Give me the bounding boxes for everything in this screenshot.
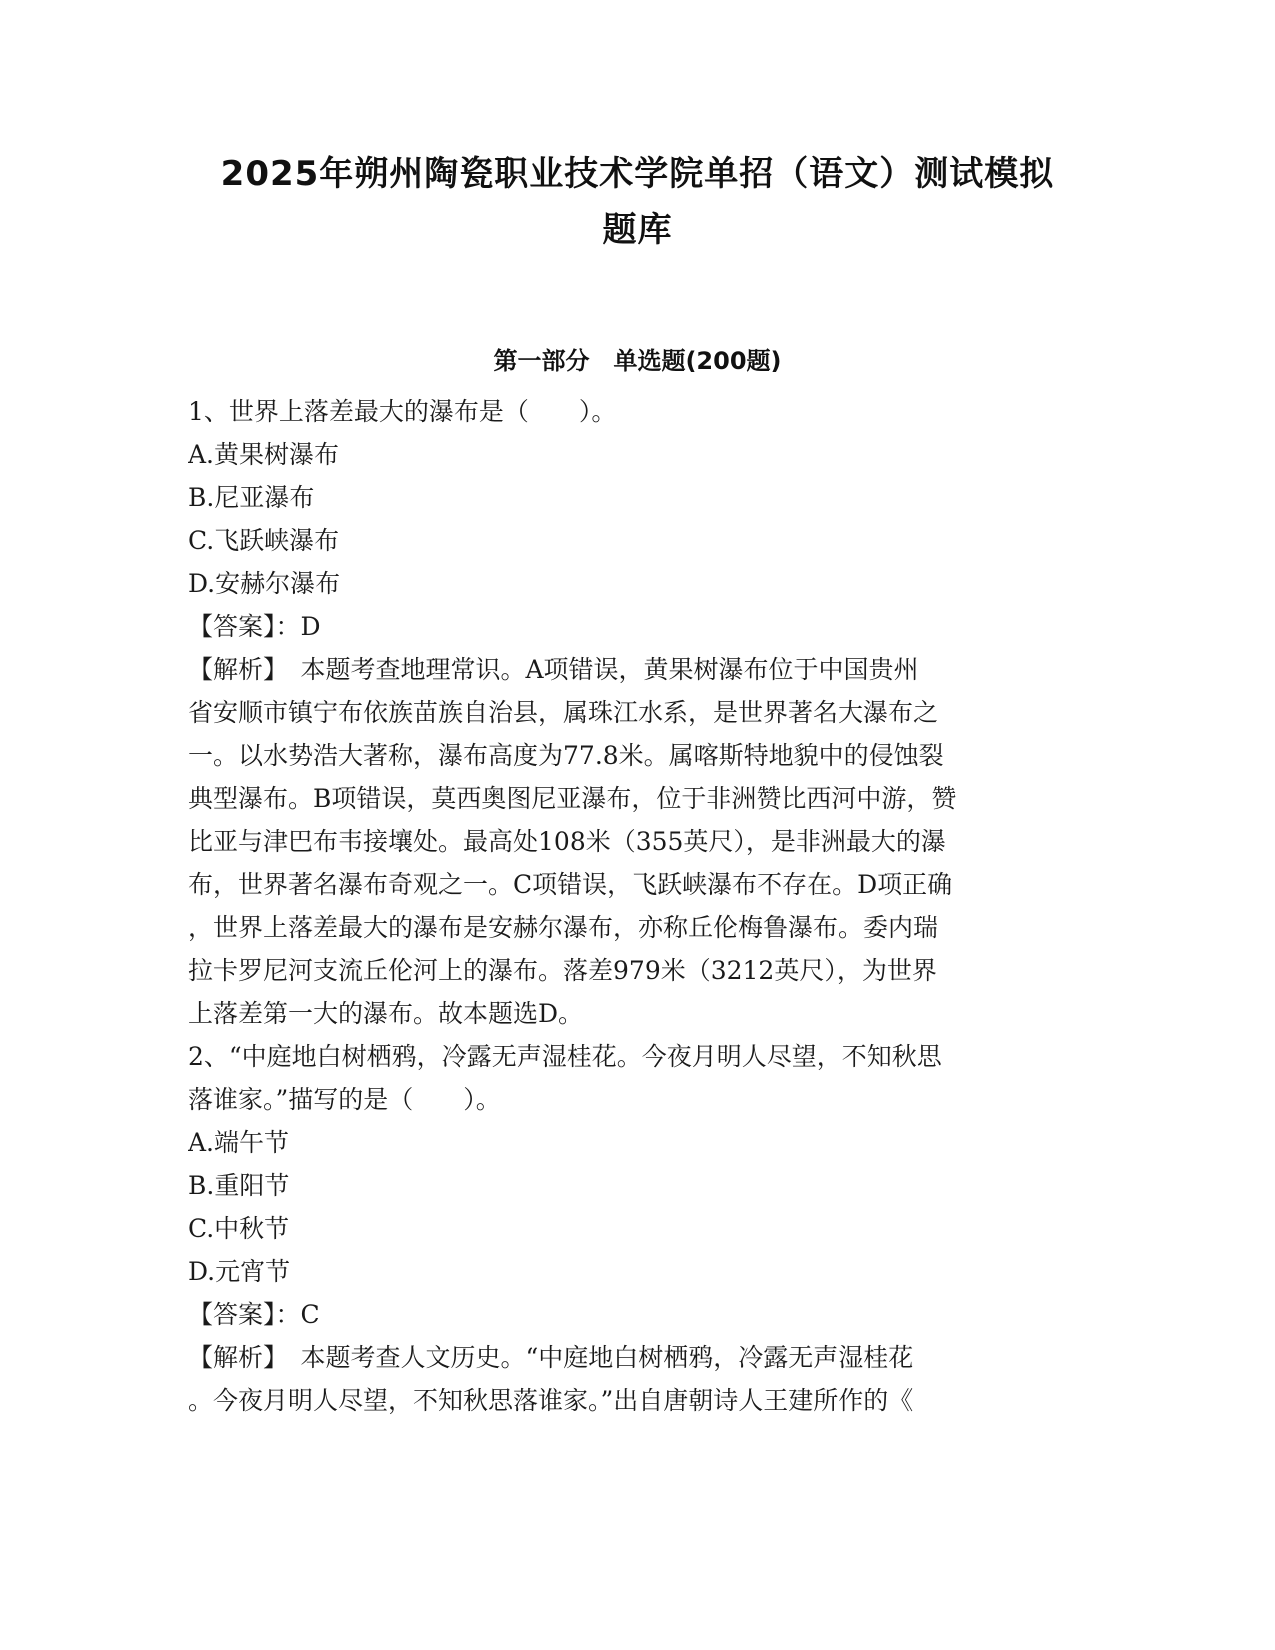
question-2-option-c: C.中秋节: [188, 1214, 290, 1243]
explanation-line: 一。以水势浩大著称，瀑布高度为77.8米。属喀斯特地貌中的侵蚀裂: [188, 741, 944, 770]
document-title: [170, 146, 1105, 258]
explanation-line: 典型瀑布。B项错误，莫西奥图尼亚瀑布，位于非洲赞比西河中游，赞: [188, 784, 957, 813]
section-title: 第一部分 单选题(200题): [493, 347, 782, 375]
question-1-option-b: B.尼亚瀑布: [188, 483, 315, 512]
question-2-option-b: B.重阳节: [188, 1171, 290, 1200]
question-2-answer: 【答案】：C: [188, 1300, 320, 1329]
question-1: [188, 390, 1088, 1035]
explanation-line: 【解析】 本题考查地理常识。A项错误，黄果树瀑布位于中国贵州: [188, 655, 919, 684]
explanation-line: 比亚与津巴布韦接壤处。最高处108米（355英尺），是非洲最大的瀑: [188, 827, 946, 856]
question-1-option-a: A.黄果树瀑布: [188, 440, 340, 469]
question-2: [188, 1035, 1088, 1422]
explanation-line: 上落差第一大的瀑布。故本题选D。: [188, 999, 584, 1028]
question-1-option-c: C.飞跃峡瀑布: [188, 526, 340, 555]
explanation-line: 。今夜月明人尽望，不知秋思落谁家。”出自唐朝诗人王建所作的《: [188, 1386, 914, 1415]
question-2-stem-line-2: 落谁家。”描写的是（ ）。: [188, 1085, 501, 1114]
question-1-explanation: [188, 648, 1088, 1035]
explanation-line: 【解析】 本题考查人文历史。“中庭地白树栖鸦，冷露无声湿桂花: [188, 1343, 914, 1372]
question-2-option-a: A.端午节: [188, 1128, 290, 1157]
question-1-stem: 1、世界上落差最大的瀑布是（ ）。: [188, 397, 617, 426]
explanation-line: 布，世界著名瀑布奇观之一。C项错误，飞跃峡瀑布不存在。D项正确: [188, 870, 953, 899]
explanation-line: ，世界上落差最大的瀑布是安赫尔瀑布，亦称丘伦梅鲁瀑布。委内瑞: [188, 913, 939, 942]
question-2-stem-line-1: 2、“中庭地白树栖鸦，冷露无声湿桂花。今夜月明人尽望，不知秋思: [188, 1042, 942, 1071]
explanation-line: 省安顺市镇宁布依族苗族自治县，属珠江水系，是世界著名大瀑布之: [188, 698, 939, 727]
document-title-line-2: 题库: [602, 210, 673, 250]
question-2-option-d: D.元宵节: [188, 1257, 291, 1286]
explanation-line: 拉卡罗尼河支流丘伦河上的瀑布。落差979米（3212英尺），为世界: [188, 956, 937, 985]
document-title-line-1: 2025年朔州陶瓷职业技术学院单招（语文）测试模拟: [220, 154, 1055, 194]
question-1-option-d: D.安赫尔瀑布: [188, 569, 341, 598]
question-1-answer: 【答案】：D: [188, 612, 321, 641]
question-2-explanation: [188, 1336, 1088, 1422]
